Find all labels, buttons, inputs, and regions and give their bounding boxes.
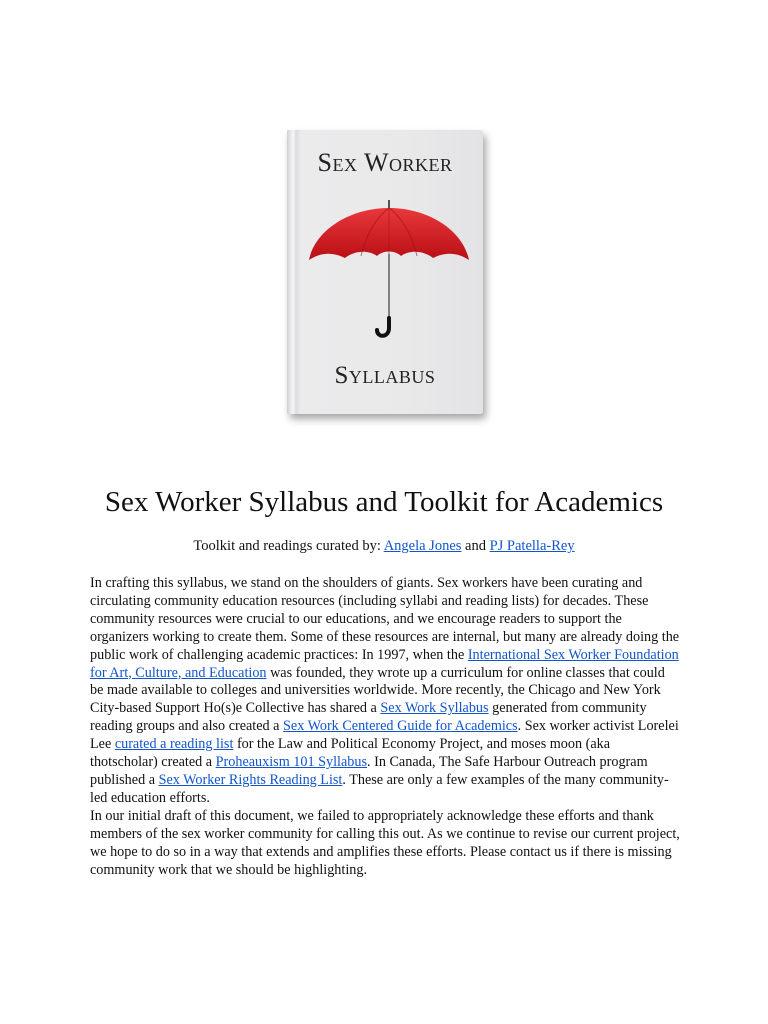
credit-and: and — [461, 538, 490, 554]
body-text-5: for the Law and Political Economy Project, and moses moon (aka thotscholar) created a — [90, 736, 611, 771]
book-cover-image — [287, 130, 485, 420]
book-cover — [287, 130, 483, 414]
body-text-7: . These are only a few examples of the many community-led education efforts. — [90, 771, 669, 806]
umbrella-icon — [305, 198, 473, 348]
intro-paragraph — [90, 575, 680, 879]
link-sex-worker-rights-reading-list[interactable]: Sex Worker Rights Reading List — [158, 771, 343, 788]
body-text-1: In crafting this syllabus, we stand on the shoulders of giants. Sex workers have been curating and circulating community education resources (including syllabi and reading lists) for decades. These community resources were crucial to our educations, and we encourage readers to support the organizers working to create them. Some of these resources are internal, but many are already doing the public work of challenging academic practices: In 1997, when the — [90, 575, 680, 663]
author-link-angela-jones[interactable]: Angela Jones — [383, 538, 462, 554]
link-curated-reading-list[interactable]: curated a reading list — [114, 736, 234, 753]
body-text-6: . In Canada, The Safe Harbour Outreach program published a — [90, 754, 648, 788]
cover-title-bottom-text: Syllabus — [334, 362, 436, 389]
link-proheauxism-syllabus[interactable]: Proheauxism 101 Syllabus — [215, 754, 367, 771]
link-sex-work-syllabus[interactable]: Sex Work Syllabus — [380, 700, 489, 717]
cover-title-bottom — [287, 362, 483, 390]
body-text-8: In our initial draft of this document, we failed to appropriately acknowledge these efforts and thank members of the sex worker community for calling this out. As we continue to revise our current project, we hope to do so in a way that extends and amplifies these efforts. Please contact us if there is missing community work that we should be highlighting. — [90, 807, 680, 878]
credit-prefix: Toolkit and readings curated by: — [193, 538, 384, 554]
credit-line — [0, 538, 768, 555]
body-text-4: . Sex worker activist Lorelei Lee — [90, 718, 679, 753]
body-text-3: generated from community reading groups and also created a — [90, 700, 647, 735]
link-international-sex-worker-foundation[interactable]: International Sex Worker Foundation for Art, Culture, and Education — [90, 646, 679, 681]
author-link-pj-patella-rey[interactable]: PJ Patella-Rey — [489, 538, 575, 554]
body-text-2: was founded, they wrote up a curriculum for online classes that could be made available to colleges and universities worldwide. More recently, the Chicago and New York City-based Support Ho(s)e Collective has shared a — [90, 664, 665, 717]
page-title: Sex Worker Syllabus and Toolkit for Academics — [104, 486, 664, 518]
link-sex-work-centered-guide[interactable]: Sex Work Centered Guide for Academics — [283, 718, 518, 735]
cover-title-top — [287, 148, 483, 178]
cover-title-top-text: Sex Worker — [317, 148, 453, 177]
